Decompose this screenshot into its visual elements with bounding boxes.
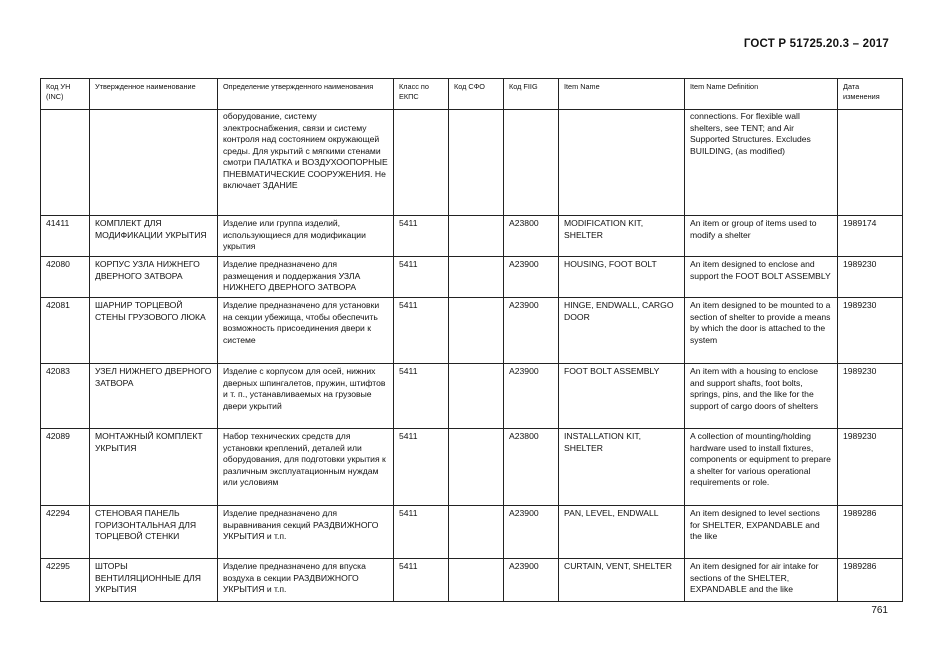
table-row (41, 559, 903, 602)
cell-ekps-class: 5411 (394, 257, 449, 298)
cell-fiig-code (504, 110, 559, 216)
page-number: 761 (871, 605, 888, 616)
cell-approved-name: ШТОРЫ ВЕНТИЛЯЦИОННЫЕ ДЛЯ УКРЫТИЯ (90, 559, 218, 602)
cell-item-name: HOUSING, FOOT BOLT (559, 257, 685, 298)
cell-ekps-class: 5411 (394, 216, 449, 257)
cell-sfo-code (449, 257, 504, 298)
cell-definition: Изделие с корпусом для осей, нижних дверных шпингалетов, пружин, штифтов и т. п., устанавливаемых на грузовые двери укрытий (218, 364, 394, 429)
cell-fiig-code: A23900 (504, 559, 559, 602)
cell-sfo-code (449, 216, 504, 257)
col-header-change-date: Дата изменения (838, 79, 903, 110)
cell-change-date: 1989286 (838, 559, 903, 602)
cell-item-name-definition: An item designed to be mounted to a section of shelter to provide a means by which the door is attached to the system (685, 298, 838, 364)
cell-definition: оборудование, систему электроснабжения, связи и систему контроля над состоянием окружающей среды. Для укрытий с мягкими стенами смотри ПАЛАТКА и ВОЗДУХООПОРНЫЕ ПНЕВМАТИЧЕСКИЕ СООРУЖЕНИЯ. Не включает ЗДАНИЕ (218, 110, 394, 216)
cell-sfo-code (449, 429, 504, 506)
cell-inc: 42083 (41, 364, 90, 429)
cell-ekps-class: 5411 (394, 298, 449, 364)
cell-definition: Набор технических средств для установки креплений, деталей или оборудования, для подготовки укрытия к различным эксплуатационным нуждам или условиям (218, 429, 394, 506)
cell-ekps-class: 5411 (394, 429, 449, 506)
cell-inc: 42080 (41, 257, 90, 298)
cell-definition: Изделие предназначено для впуска воздуха в секции РАЗДВИЖНОГО УКРЫТИЯ и т.п. (218, 559, 394, 602)
cell-change-date: 1989230 (838, 364, 903, 429)
table-row (41, 257, 903, 298)
cell-item-name: INSTALLATION KIT, SHELTER (559, 429, 685, 506)
cell-fiig-code: A23900 (504, 298, 559, 364)
cell-sfo-code (449, 506, 504, 559)
cell-item-name-definition: An item designed for air intake for sections of the SHELTER, EXPANDABLE and the like (685, 559, 838, 602)
cell-item-name: PAN, LEVEL, ENDWALL (559, 506, 685, 559)
cell-approved-name: МОНТАЖНЫЙ КОМПЛЕКТ УКРЫТИЯ (90, 429, 218, 506)
cell-approved-name: СТЕНОВАЯ ПАНЕЛЬ ГОРИЗОНТАЛЬНАЯ ДЛЯ ТОРЦЕВОЙ СТЕНКИ (90, 506, 218, 559)
cell-inc: 42295 (41, 559, 90, 602)
cell-change-date: 1989230 (838, 298, 903, 364)
table-row (41, 110, 903, 216)
cell-item-name: FOOT BOLT ASSEMBLY (559, 364, 685, 429)
cell-fiig-code: A23900 (504, 364, 559, 429)
cell-sfo-code (449, 559, 504, 602)
cell-sfo-code (449, 110, 504, 216)
cell-definition: Изделие предназначено для выравнивания секций РАЗДВИЖНОГО УКРЫТИЯ и т.п. (218, 506, 394, 559)
cell-item-name-definition: A collection of mounting/holding hardware used to install fixtures, components or equipment to prepare a shelter for various operational requirements or role. (685, 429, 838, 506)
col-header-definition: Определение утвержденного наименования (218, 79, 394, 110)
cell-change-date: 1989286 (838, 506, 903, 559)
cell-ekps-class: 5411 (394, 364, 449, 429)
cell-item-name (559, 110, 685, 216)
cell-inc: 42081 (41, 298, 90, 364)
cell-inc (41, 110, 90, 216)
cell-change-date (838, 110, 903, 216)
cell-fiig-code: A23900 (504, 506, 559, 559)
cell-ekps-class (394, 110, 449, 216)
cell-change-date: 1989230 (838, 257, 903, 298)
cell-ekps-class: 5411 (394, 559, 449, 602)
cell-approved-name: КОРПУС УЗЛА НИЖНЕГО ДВЕРНОГО ЗАТВОРА (90, 257, 218, 298)
table-row (41, 429, 903, 506)
cell-fiig-code: A23800 (504, 429, 559, 506)
cell-item-name: MODIFICATION KIT, SHELTER (559, 216, 685, 257)
cell-item-name: HINGE, ENDWALL, CARGO DOOR (559, 298, 685, 364)
cell-item-name-definition: An item designed to level sections for SHELTER, EXPANDABLE and the like (685, 506, 838, 559)
cell-approved-name: КОМПЛЕКТ ДЛЯ МОДИФИКАЦИИ УКРЫТИЯ (90, 216, 218, 257)
document-title: ГОСТ Р 51725.20.3 – 2017 (743, 38, 889, 50)
col-header-fiig-code: Код FIIG (504, 79, 559, 110)
table-row (41, 364, 903, 429)
table-header-row (41, 79, 903, 110)
cell-item-name-definition: connections. For flexible wall shelters, see TENT; and Air Supported Structures. Excludes BUILDING, (as modified) (685, 110, 838, 216)
cell-item-name: CURTAIN, VENT, SHELTER (559, 559, 685, 602)
table-row (41, 506, 903, 559)
cell-approved-name: УЗЕЛ НИЖНЕГО ДВЕРНОГО ЗАТВОРА (90, 364, 218, 429)
cell-item-name-definition: An item or group of items used to modify a shelter (685, 216, 838, 257)
cell-definition: Изделие предназначено для размещения и поддержания УЗЛА НИЖНЕГО ДВЕРНОГО ЗАТВОРА (218, 257, 394, 298)
cell-inc: 41411 (41, 216, 90, 257)
cell-definition: Изделие или группа изделий, использующиеся для модификации укрытия (218, 216, 394, 257)
cell-change-date: 1989174 (838, 216, 903, 257)
col-header-item-name: Item Name (559, 79, 685, 110)
cell-approved-name: ШАРНИР ТОРЦЕВОЙ СТЕНЫ ГРУЗОВОГО ЛЮКА (90, 298, 218, 364)
cell-definition: Изделие предназначено для установки на секции убежища, чтобы обеспечить возможность присоединения двери к системе (218, 298, 394, 364)
cell-ekps-class: 5411 (394, 506, 449, 559)
cell-fiig-code: A23800 (504, 216, 559, 257)
cell-change-date: 1989230 (838, 429, 903, 506)
cell-sfo-code (449, 364, 504, 429)
cell-approved-name (90, 110, 218, 216)
col-header-approved-name: Утвержденное наименование (90, 79, 218, 110)
table-row (41, 298, 903, 364)
cell-inc: 42089 (41, 429, 90, 506)
col-header-sfo-code: Код СФО (449, 79, 504, 110)
col-header-ekps-class: Класс по ЕКПС (394, 79, 449, 110)
col-header-item-name-definition: Item Name Definition (685, 79, 838, 110)
cell-item-name-definition: An item designed to enclose and support the FOOT BOLT ASSEMBLY (685, 257, 838, 298)
nomenclature-table (40, 78, 903, 602)
cell-item-name-definition: An item with a housing to enclose and support shafts, foot bolts, springs, pins, and the like for the support of cargo doors of shelters (685, 364, 838, 429)
cell-fiig-code: A23900 (504, 257, 559, 298)
cell-inc: 42294 (41, 506, 90, 559)
table-row (41, 216, 903, 257)
cell-sfo-code (449, 298, 504, 364)
col-header-inc: Код УН (INC) (41, 79, 90, 110)
